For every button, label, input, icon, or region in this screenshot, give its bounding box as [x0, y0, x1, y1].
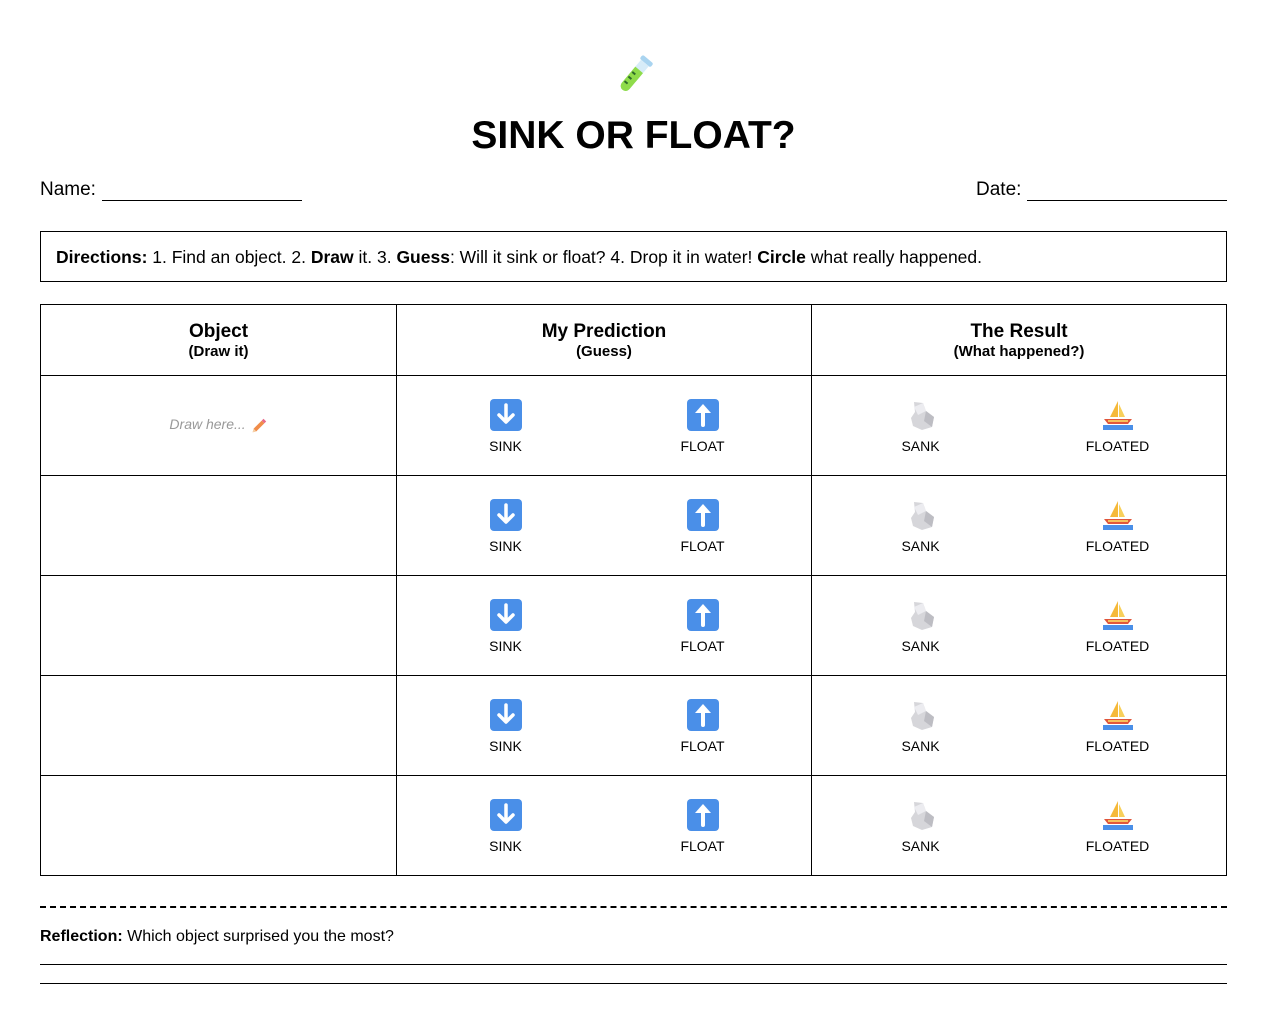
option-label: SINK: [489, 637, 522, 654]
name-field[interactable]: [40, 179, 302, 201]
result-cell: [812, 376, 1227, 476]
option-sank[interactable]: [871, 698, 971, 754]
table-row: [41, 376, 1227, 476]
name-label: Name:: [40, 179, 96, 200]
result-cell: [812, 676, 1227, 776]
header-title: The Result: [970, 320, 1068, 342]
option-label: FLOATED: [1085, 437, 1150, 454]
pencil-icon: [250, 416, 268, 432]
header-subtitle: (Guess): [576, 342, 632, 360]
directions-box: [40, 231, 1227, 282]
header-result: [812, 305, 1227, 376]
directions-text: what really happened.: [805, 247, 982, 267]
option-float[interactable]: [653, 498, 753, 554]
reflection: [40, 928, 394, 946]
option-floated[interactable]: [1068, 598, 1168, 654]
date-field[interactable]: [976, 179, 1227, 201]
option-float[interactable]: [653, 598, 753, 654]
directions-label: Directions:: [56, 247, 148, 267]
option-label: FLOAT: [680, 437, 725, 454]
draw-cell[interactable]: [41, 376, 397, 476]
header-title: My Prediction: [541, 320, 667, 342]
date-label: Date:: [976, 179, 1022, 200]
option-label: SINK: [489, 437, 522, 454]
up-arrow-icon: [686, 798, 720, 832]
rock-icon: [904, 498, 938, 532]
header-prediction: [397, 305, 812, 376]
option-floated[interactable]: [1068, 498, 1168, 554]
down-arrow-icon: [489, 598, 523, 632]
option-label: FLOAT: [680, 837, 725, 854]
option-float[interactable]: [653, 798, 753, 854]
directions-bold: Circle: [757, 247, 806, 267]
sailboat-icon: [1101, 598, 1135, 632]
option-label: SANK: [901, 837, 940, 854]
table-row: [41, 676, 1227, 776]
result-cell: [812, 576, 1227, 676]
reflection-label: Reflection:: [40, 928, 123, 945]
down-arrow-icon: [489, 798, 523, 832]
result-cell: [812, 776, 1227, 876]
up-arrow-icon: [686, 398, 720, 432]
header-subtitle: (Draw it): [188, 342, 249, 360]
draw-cell[interactable]: [41, 776, 397, 876]
directions-bold: Guess: [396, 247, 450, 267]
option-label: SINK: [489, 537, 522, 554]
draw-cell[interactable]: [41, 476, 397, 576]
option-label: FLOAT: [680, 537, 725, 554]
sink-float-table: [40, 304, 1227, 876]
option-label: FLOATED: [1085, 637, 1150, 654]
test-tube-icon: [608, 52, 660, 100]
down-arrow-icon: [489, 398, 523, 432]
prediction-cell: [397, 576, 812, 676]
table-row: [41, 476, 1227, 576]
rock-icon: [904, 398, 938, 432]
option-floated[interactable]: [1068, 398, 1168, 454]
name-line[interactable]: [102, 185, 302, 201]
up-arrow-icon: [686, 698, 720, 732]
divider: [40, 906, 1227, 908]
prediction-cell: [397, 476, 812, 576]
header-title: Object: [188, 320, 249, 342]
header-subtitle: (What happened?): [953, 342, 1085, 360]
option-sank[interactable]: [871, 398, 971, 454]
rock-icon: [904, 598, 938, 632]
up-arrow-icon: [686, 498, 720, 532]
prediction-cell: [397, 776, 812, 876]
option-label: SANK: [901, 537, 940, 554]
answer-line[interactable]: [40, 983, 1227, 984]
draw-cell[interactable]: [41, 576, 397, 676]
option-label: FLOATED: [1085, 837, 1150, 854]
header-object: [41, 305, 397, 376]
option-label: SINK: [489, 737, 522, 754]
sailboat-icon: [1101, 698, 1135, 732]
option-label: FLOATED: [1085, 537, 1150, 554]
table-row: [41, 776, 1227, 876]
option-floated[interactable]: [1068, 698, 1168, 754]
option-sink[interactable]: [456, 498, 556, 554]
option-label: SINK: [489, 837, 522, 854]
option-sank[interactable]: [871, 598, 971, 654]
rock-icon: [904, 798, 938, 832]
directions-text: it. 3.: [353, 247, 397, 267]
option-sink[interactable]: [456, 398, 556, 454]
up-arrow-icon: [686, 598, 720, 632]
reflection-question: Which object surprised you the most?: [122, 928, 394, 945]
option-floated[interactable]: [1068, 798, 1168, 854]
option-float[interactable]: [653, 698, 753, 754]
option-sink[interactable]: [456, 698, 556, 754]
directions-bold: Draw: [310, 247, 354, 267]
option-sink[interactable]: [456, 798, 556, 854]
prediction-cell: [397, 376, 812, 476]
directions-text: 1. Find an object. 2.: [147, 247, 311, 267]
option-label: FLOATED: [1085, 737, 1150, 754]
sailboat-icon: [1101, 398, 1135, 432]
option-sank[interactable]: [871, 498, 971, 554]
answer-line[interactable]: [40, 964, 1227, 965]
option-sank[interactable]: [871, 798, 971, 854]
down-arrow-icon: [489, 698, 523, 732]
draw-placeholder: Draw here...: [169, 416, 246, 433]
option-label: SANK: [901, 437, 940, 454]
draw-cell[interactable]: [41, 676, 397, 776]
directions-text: : Will it sink or float? 4. Drop it in water!: [449, 247, 758, 267]
table-row: [41, 576, 1227, 676]
result-cell: [812, 476, 1227, 576]
rock-icon: [904, 698, 938, 732]
page-title: SINK OR FLOAT?: [471, 114, 796, 157]
option-label: SANK: [901, 737, 940, 754]
option-label: FLOAT: [680, 737, 725, 754]
option-label: FLOAT: [680, 637, 725, 654]
down-arrow-icon: [489, 498, 523, 532]
option-float[interactable]: [653, 398, 753, 454]
sailboat-icon: [1101, 798, 1135, 832]
sailboat-icon: [1101, 498, 1135, 532]
option-label: SANK: [901, 637, 940, 654]
date-line[interactable]: [1027, 185, 1227, 201]
option-sink[interactable]: [456, 598, 556, 654]
prediction-cell: [397, 676, 812, 776]
